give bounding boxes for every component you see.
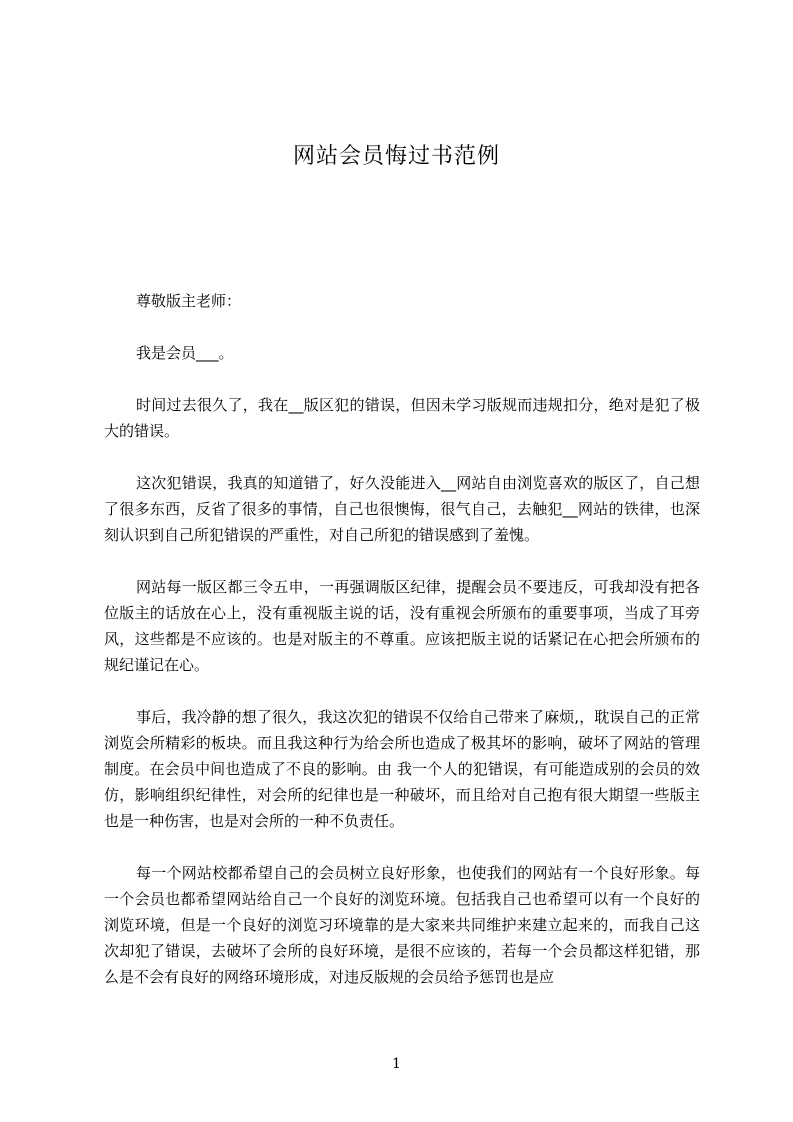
paragraph-4: 事后，我冷静的想了很久，我这次犯的错误不仅给自己带来了麻烦,，耽误自己的正常浏览会所精彩的板块。而且我这种行为给会所也造成了极其坏的影响，破坏了网站的管理制度。在会员中间也造成了不良的影响。由 我一个人的犯错误，有可能造成别的会员的效仿，影响组织纪律性，对会所的纪律也是一种破坏，而且给对自己抱有很大期望一些版主也是一种伤害，也是对会所的一种不负责任。 — [104, 708, 700, 830]
paragraph-intro: 我是会员___。 — [136, 344, 234, 362]
paragraph-2: 这次犯错误，我真的知道错了，好久没能进入__网站自由浏览喜欢的版区了，自己想了很多东西，反省了很多的事情，自己也很懊悔，很气自己，去触犯__网站的铁律，也深刻认识到自己所犯错误的严重性，对自己所犯的错误感到了羞愧。 — [104, 474, 700, 544]
document-body — [104, 288, 700, 1016]
page-number: 1 — [392, 1056, 401, 1072]
salutation: 尊敬版主老师： — [136, 292, 242, 310]
paragraph-1: 时间过去很久了，我在__版区犯的错误，但因未学习版规而违规扣分，绝对是犯了极大的错误。 — [104, 396, 700, 440]
document-title: 网站会员悔过书范例 — [292, 144, 500, 169]
paragraph-5: 每一个网站校都希望自己的会员树立良好形象，也使我们的网站有一个良好形象。每一个会员也都希望网站给自己一个良好的浏览环境。包括我自己也希望可以有一个良好的浏览环境，但是一个良好的浏览习环境靠的是大家来共同维护来建立起来的，而我自己这次却犯了错误，去破坏了会所的良好环境，是很不应该的，若每一个会员都这样犯错，那么是不会有良好的网络环境形成，对违反版规的会员给予惩罚也是应 — [104, 864, 700, 986]
paragraph-3: 网站每一版区都三令五申，一再强调版区纪律，提醒会员不要违反，可我却没有把各位版主的话放在心上，没有重视版主说的话，没有重视会所颁布的重要事项，当成了耳旁风，这些都是不应该的。也是对版主的不尊重。应该把版主说的话紧记在心把会所颁布的规纪谨记在心。 — [104, 578, 700, 674]
